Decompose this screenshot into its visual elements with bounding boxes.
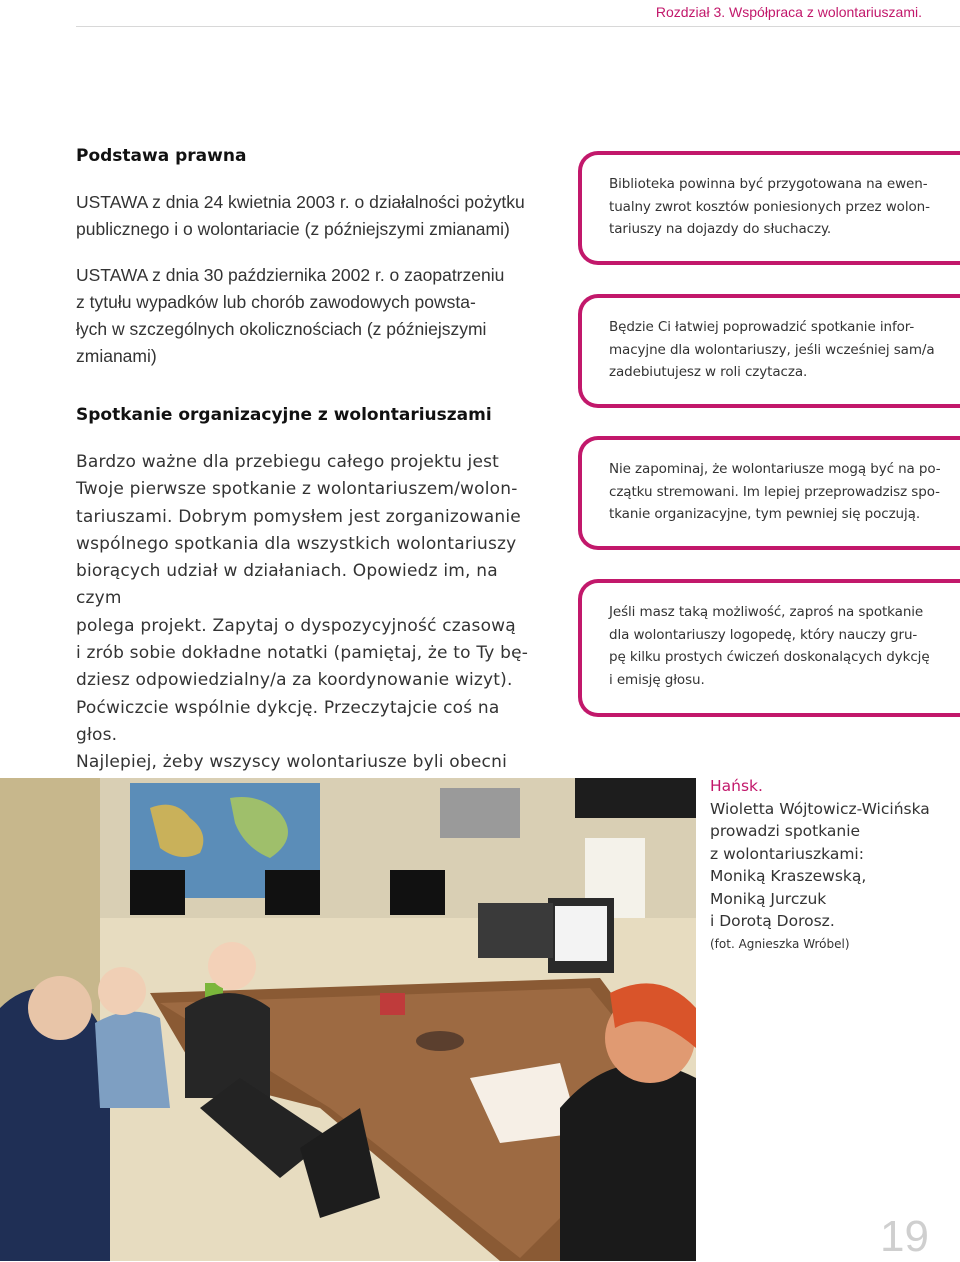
tip-line: macyjne dla wolontariuszy, jeśli wcześniej sam/a: [609, 341, 935, 358]
paragraph-line: dziesz odpowiedzialny/a za koordynowanie wizyt).: [76, 670, 513, 691]
tip-line: pę kilku prostych ćwiczeń doskonalących dykcję: [609, 649, 930, 665]
tip-line: Jeśli masz taką możliwość, zaproś na spotkanie: [609, 604, 924, 620]
caption-line: prowadzi spotkanie: [710, 822, 861, 840]
paragraph-line: Poćwiczcie wspólnie dykcję. Przeczytajcie coś na głos.: [76, 697, 500, 745]
caption-line: i Dorotą Dorosz.: [710, 912, 835, 930]
law-2-line: łych w szczególnych okolicznościach (z późniejszymi: [76, 319, 487, 339]
header-divider: [76, 26, 960, 27]
tip-box: [578, 151, 960, 265]
photo-caption: [710, 775, 950, 955]
law-1-line: USTAWA z dnia 24 kwietnia 2003 r. o działalności pożytku: [76, 192, 525, 212]
paragraph-line: biorących udział w działaniach. Opowiedz im, na czym: [76, 561, 498, 609]
tip-line: czątku stremowani. Im lepiej przeprowadzisz spo-: [609, 483, 940, 500]
page-number: 19: [880, 1212, 929, 1261]
caption-line: Wioletta Wójtowicz-Wicińska: [710, 799, 930, 818]
tip-box: [578, 579, 960, 717]
meeting-photo-illustration: [0, 778, 696, 1261]
paragraph-line: tariuszami. Dobrym pomysłem jest zorganizowanie: [76, 506, 521, 527]
tip-line: zadebiutujesz w roli czytacza.: [609, 364, 808, 380]
meeting-photo: [0, 778, 696, 1261]
tip-box: [578, 294, 960, 408]
law-1-line: publicznego i o wolontariacie (z późniejszymi zmianami): [76, 219, 510, 239]
chapter-title: Współpraca z wolontariuszami.: [729, 4, 922, 20]
photo-credit: (fot. Agnieszka Wróbel): [710, 936, 850, 951]
tip-line: tualny zwrot kosztów poniesionych przez wolon-: [609, 198, 930, 215]
tip-line: tariuszy na dojazdy do słuchaczy.: [609, 221, 832, 237]
paragraph-line: Bardzo ważne dla przebiegu całego projektu jest: [76, 452, 500, 472]
caption-line: z wolontariuszkami:: [710, 844, 864, 863]
law-1: [76, 189, 536, 243]
tip-line: dla wolontariuszy logopedę, który nauczy gru-: [609, 626, 918, 643]
paragraph-line: Najlepiej, żeby wszyscy wolontariusze byli obecni: [76, 752, 508, 773]
caption-line: Moniką Jurczuk: [710, 889, 827, 908]
law-2-line: zmianami): [76, 346, 157, 366]
law-2: [76, 262, 536, 370]
meeting-paragraph: [76, 449, 546, 804]
tip-box: [578, 436, 960, 550]
tip-line: tkanie organizacyjne, tym pewniej się poczują.: [609, 506, 921, 522]
law-2-line: USTAWA z dnia 30 października 2002 r. o zaopatrzeniu: [76, 265, 505, 285]
paragraph-line: i zrób sobie dokładne notatki (pamiętaj, że to Ty bę-: [76, 643, 529, 664]
tip-line: Będzie Ci łatwiej poprowadzić spotkanie infor-: [609, 319, 915, 335]
paragraph-line: polega projekt. Zapytaj o dyspozycyjność czasową: [76, 615, 516, 636]
tip-line: Biblioteka powinna być przygotowana na ewen-: [609, 176, 928, 192]
meeting-heading: Spotkanie organizacyjne z wolontariuszami: [76, 405, 492, 425]
paragraph-line: wspólnego spotkania dla wszystkich wolontariuszy: [76, 533, 517, 554]
caption-line: Moniką Kraszewską,: [710, 867, 867, 885]
chapter-label: Rozdział 3.: [655, 4, 726, 20]
tip-line: Nie zapominaj, że wolontariusze mogą być na po-: [609, 461, 941, 477]
paragraph-line: Twoje pierwsze spotkanie z wolontariuszem/wolon-: [76, 479, 518, 500]
legal-heading: Podstawa prawna: [76, 146, 247, 166]
tip-line: i emisję głosu.: [609, 671, 705, 688]
caption-place: Hańsk.: [710, 777, 763, 795]
running-header: [656, 4, 922, 20]
law-2-line: z tytułu wypadków lub chorób zawodowych powsta-: [76, 292, 476, 312]
